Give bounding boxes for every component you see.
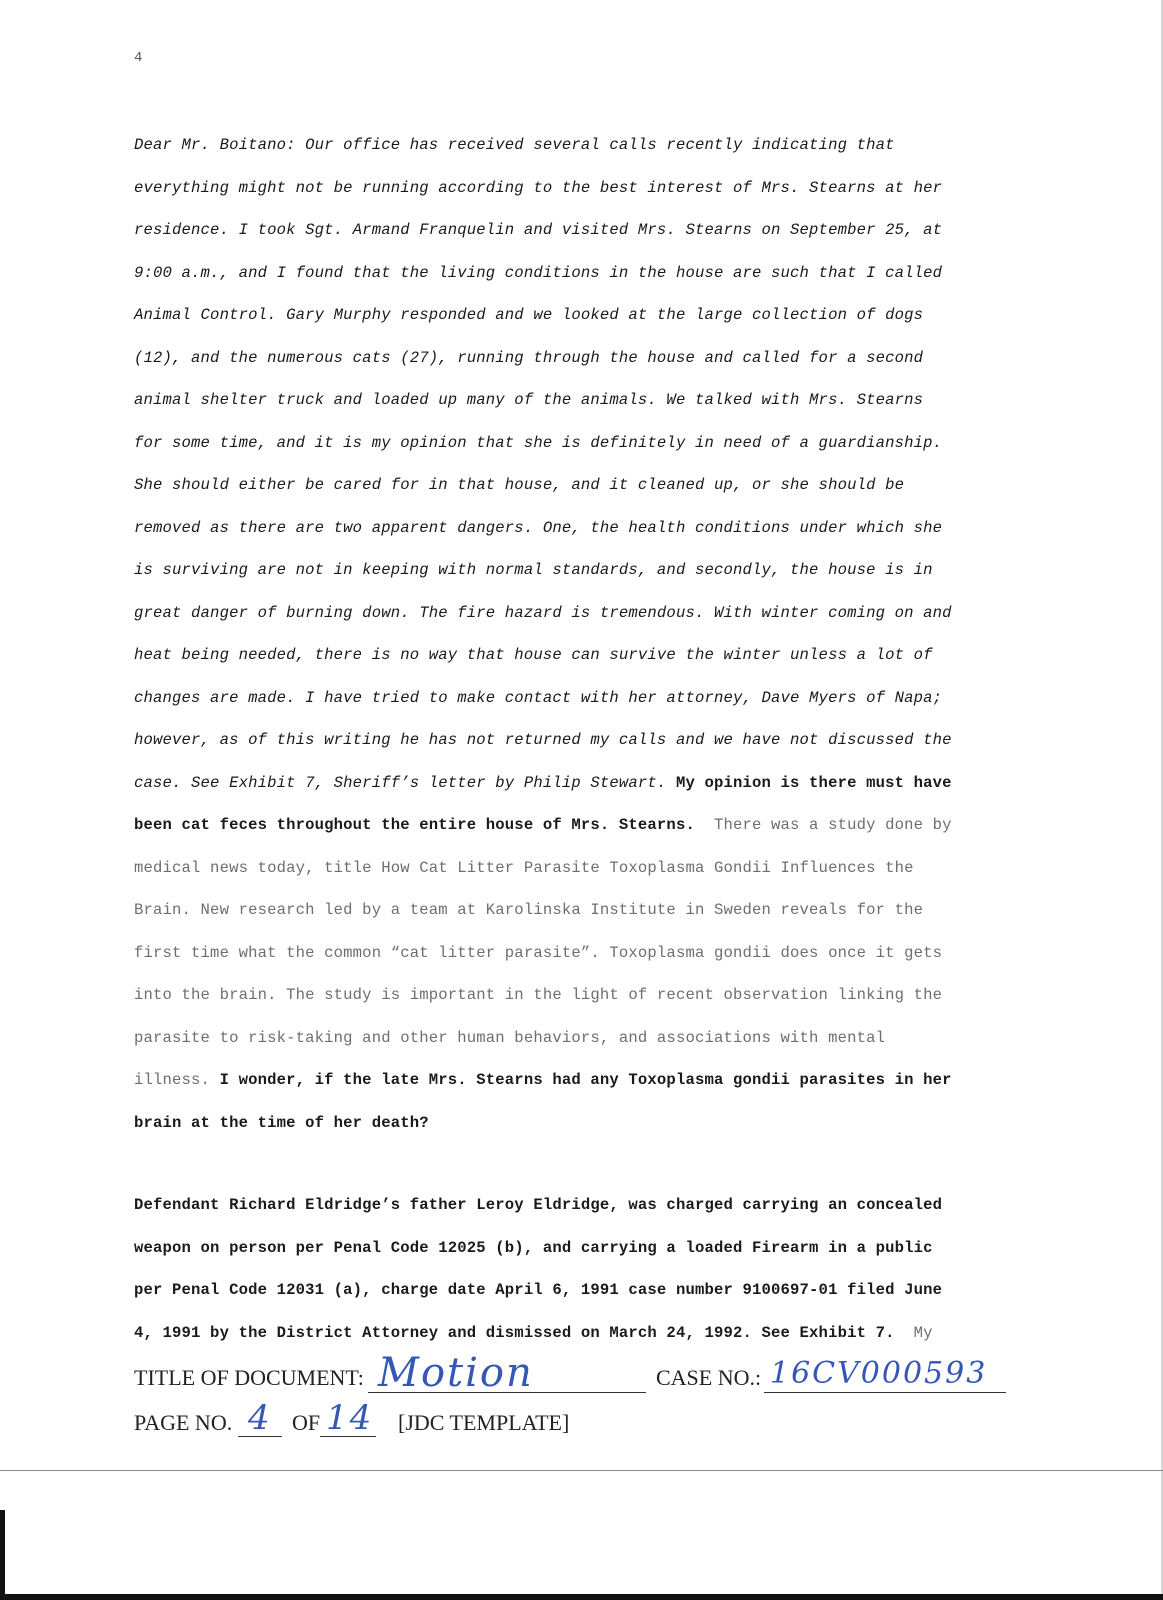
text-line bbox=[134, 689, 942, 707]
page-no-value: 4 bbox=[248, 1398, 272, 1438]
text-line bbox=[134, 179, 942, 197]
text-line bbox=[134, 986, 942, 1004]
text-line bbox=[134, 1114, 429, 1132]
text-line bbox=[134, 1196, 942, 1214]
text-segment: been cat feces throughout the entire house of Mrs. Stearns. bbox=[134, 816, 695, 834]
text-segment: There was a study done by bbox=[694, 816, 952, 834]
text-segment: for some time, and it is my opinion that she is definitely in need of a guardianship. bbox=[134, 433, 943, 452]
page-no-underline bbox=[238, 1436, 282, 1437]
text-segment: Animal Control. Gary Murphy responded and we looked at the large collection of dogs bbox=[134, 306, 924, 324]
text-segment: Brain. New research led by a team at Karolinska Institute in Sweden reveals for the bbox=[134, 901, 924, 919]
of-label: OF bbox=[292, 1410, 321, 1435]
text-line bbox=[134, 1071, 952, 1089]
text-segment: My bbox=[894, 1323, 933, 1342]
text-segment: 4, 1991 by the District Attorney and dismissed on March 24, 1992. See Exhibit 7. bbox=[134, 1323, 895, 1342]
text-segment: I wonder, if the late Mrs. Stearns had any Toxoplasma gondii parasites in her bbox=[210, 1071, 952, 1089]
text-line bbox=[134, 1029, 885, 1047]
text-segment: great danger of burning down. The fire hazard is tremendous. With winter coming on and bbox=[134, 603, 952, 622]
text-segment: (12), and the numerous cats (27), running through the house and called for a second bbox=[134, 348, 924, 367]
text-segment: weapon on person per Penal Code 12025 (b), and carrying a loaded Firearm in a public bbox=[134, 1238, 933, 1257]
text-line bbox=[134, 816, 952, 834]
text-line bbox=[134, 391, 923, 409]
text-segment: is surviving are not in keeping with normal standards, and secondly, the house is in bbox=[134, 561, 933, 579]
case-underline bbox=[764, 1392, 1006, 1393]
footer-rule bbox=[0, 1470, 1163, 1471]
text-segment: everything might not be running according to the best interest of Mrs. Stearns at her bbox=[134, 178, 943, 197]
jdc-template-label: [JDC TEMPLATE] bbox=[398, 1410, 570, 1435]
text-segment: removed as there are two apparent dangers. One, the health conditions under which she bbox=[134, 518, 943, 537]
text-segment: My opinion is there must have bbox=[666, 773, 952, 792]
text-line bbox=[134, 859, 914, 877]
text-segment: 9:00 a.m., and I found that the living conditions in the house are such that I called bbox=[134, 263, 943, 282]
text-line bbox=[134, 349, 923, 367]
text-line bbox=[134, 731, 952, 749]
of-value: 14 bbox=[326, 1398, 374, 1438]
title-of-document-label: TITLE OF DOCUMENT: bbox=[134, 1365, 364, 1390]
case-number-value: 16CV000593 bbox=[770, 1356, 988, 1391]
text-segment: She should either be cared for in that house, and it cleaned up, or she should be bbox=[134, 476, 905, 494]
text-segment: heat being needed, there is no way that house can survive the winter unless a lot of bbox=[134, 646, 933, 664]
text-line bbox=[134, 561, 933, 579]
title-underline bbox=[368, 1392, 646, 1393]
scan-border-left bbox=[0, 1510, 5, 1600]
text-line bbox=[134, 306, 923, 324]
text-segment: animal shelter truck and loaded up many of the animals. We talked with Mrs. Stearns bbox=[134, 391, 924, 409]
text-line bbox=[134, 476, 904, 494]
text-line bbox=[134, 519, 942, 537]
text-line bbox=[134, 1324, 933, 1342]
scan-border-bottom bbox=[0, 1594, 1163, 1600]
text-line bbox=[134, 646, 933, 664]
text-segment: per Penal Code 12031 (a), charge date April 6, 1991 case number 9100697-01 filed June bbox=[134, 1281, 943, 1299]
text-segment: however, as of this writing he has not returned my calls and we have not discussed the bbox=[134, 731, 952, 749]
text-line bbox=[134, 264, 942, 282]
text-line bbox=[134, 604, 952, 622]
text-line bbox=[134, 1239, 933, 1257]
page-number: 4 bbox=[134, 50, 143, 66]
of-underline bbox=[320, 1436, 376, 1437]
text-segment: into the brain. The study is important in the light of recent observation linking the bbox=[134, 986, 943, 1004]
text-line bbox=[134, 434, 942, 452]
title-of-document-value: Motion bbox=[378, 1350, 534, 1396]
text-segment: Dear Mr. Boitano: Our office has received several calls recently indicating that bbox=[134, 136, 895, 154]
text-segment: case. See Exhibit 7, Sheriff’s letter by Philip Stewart. bbox=[134, 773, 667, 792]
text-segment: first time what the common “cat litter parasite”. Toxoplasma gondii does once it gets bbox=[134, 943, 943, 962]
text-segment: changes are made. I have tried to make contact with her attorney, Dave Myers of Napa; bbox=[134, 688, 943, 707]
text-line bbox=[134, 901, 923, 919]
text-line bbox=[134, 136, 895, 154]
text-segment: brain at the time of her death? bbox=[134, 1113, 429, 1132]
text-line bbox=[134, 774, 952, 792]
case-number-label: CASE NO.: bbox=[656, 1365, 762, 1390]
page-no-label: PAGE NO. bbox=[134, 1410, 233, 1435]
text-line bbox=[134, 944, 942, 962]
text-segment: medical news today, title How Cat Litter Parasite Toxoplasma Gondii Influences the bbox=[134, 858, 914, 877]
text-line bbox=[134, 1281, 942, 1299]
text-segment: Defendant Richard Eldridge’s father Leroy Eldridge, was charged carrying an concealed bbox=[134, 1196, 943, 1214]
text-segment: parasite to risk-taking and other human behaviors, and associations with mental bbox=[134, 1028, 886, 1047]
text-segment: residence. I took Sgt. Armand Franquelin and visited Mrs. Stearns on September 25, at bbox=[134, 221, 943, 239]
text-segment: illness. bbox=[134, 1071, 211, 1089]
text-line bbox=[134, 221, 942, 239]
